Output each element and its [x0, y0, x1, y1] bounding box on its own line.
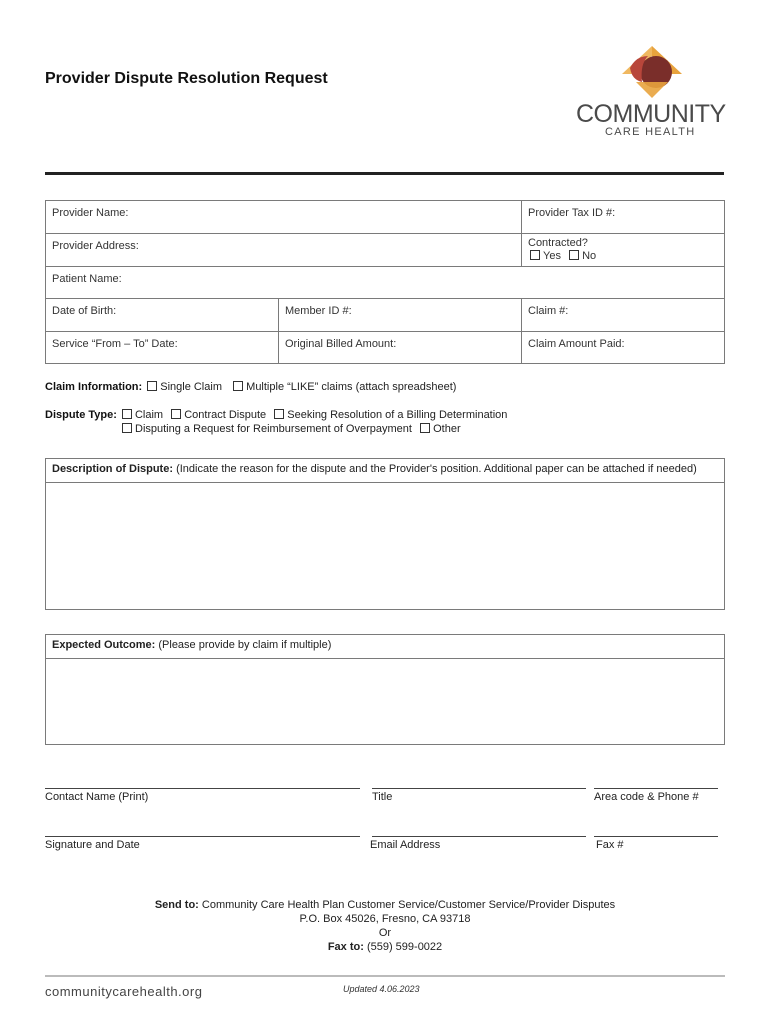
single-claim-label: Single Claim — [160, 381, 222, 393]
overpayment-checkbox[interactable] — [122, 423, 132, 433]
description-note: (Indicate the reason for the dispute and the Provider's position. Additional paper can be attached if needed) — [176, 463, 697, 475]
contact-name-line[interactable] — [45, 788, 360, 789]
single-claim-checkbox[interactable] — [147, 381, 157, 391]
outcome-textarea[interactable] — [46, 659, 724, 744]
dispute-claim-checkbox[interactable] — [122, 409, 132, 419]
logo-subtitle: CARE HEALTH — [605, 126, 696, 138]
patient-name-field[interactable] — [45, 266, 725, 299]
provider-address-field[interactable] — [45, 233, 522, 267]
phone-label: Area code & Phone # — [594, 791, 699, 803]
service-date-label: Service “From – To” Date: — [52, 338, 178, 350]
provider-name-field[interactable] — [45, 200, 522, 234]
claim-information-label: Claim Information: — [45, 381, 143, 393]
fax-line[interactable] — [594, 836, 718, 837]
provider-tax-id-field[interactable] — [521, 200, 725, 234]
service-date-field[interactable] — [45, 331, 279, 364]
outcome-label: Expected Outcome: — [52, 639, 156, 651]
send-to-block — [0, 898, 770, 954]
other-checkbox[interactable] — [420, 423, 430, 433]
contracted-label: Contracted? — [528, 237, 588, 249]
member-id-label: Member ID #: — [285, 305, 352, 317]
claim-information-row — [45, 381, 456, 393]
claim-number-field[interactable] — [521, 298, 725, 332]
dispute-type-row-2 — [120, 423, 461, 435]
fax-to-label: Fax to: — [327, 941, 364, 953]
community-care-health-logo — [574, 46, 729, 141]
outcome-header — [46, 635, 724, 659]
contract-dispute-checkbox[interactable] — [171, 409, 181, 419]
dispute-type-label: Dispute Type: — [45, 409, 117, 421]
email-line[interactable] — [372, 836, 586, 837]
contracted-yes-checkbox[interactable] — [530, 250, 540, 260]
logo-mark-icon — [622, 46, 682, 98]
date-of-birth-field[interactable] — [45, 298, 279, 332]
po-box: P.O. Box 45026, Fresno, CA 93718 — [299, 913, 471, 925]
original-billed-amount-field[interactable] — [278, 331, 522, 364]
send-or: Or — [378, 927, 392, 939]
signature-date-line[interactable] — [45, 836, 360, 837]
description-of-dispute-box — [45, 458, 725, 610]
overpayment-label: Disputing a Request for Reimbursement of Overpayment — [135, 423, 412, 435]
multiple-claims-checkbox[interactable] — [233, 381, 243, 391]
send-to-address: Community Care Health Plan Customer Service/Customer Service/Provider Disputes — [201, 899, 616, 911]
title-label: Title — [372, 791, 393, 803]
footer-url[interactable]: communitycarehealth.org — [45, 984, 203, 999]
member-id-field[interactable] — [278, 298, 522, 332]
page-title: Provider Dispute Resolution Request — [45, 70, 328, 87]
billing-determination-checkbox[interactable] — [274, 409, 284, 419]
logo-wordmark: COMMUNITY — [576, 100, 726, 128]
contracted-yes-label: Yes — [543, 250, 561, 262]
dispute-type-row — [45, 409, 507, 421]
fax-label: Fax # — [596, 839, 624, 851]
footer-divider — [45, 975, 725, 977]
patient-name-label: Patient Name: — [52, 273, 122, 285]
footer-updated: Updated 4.06.2023 — [343, 984, 420, 994]
title-line[interactable] — [372, 788, 586, 789]
header-divider — [45, 172, 724, 175]
send-to-label: Send to: — [154, 899, 199, 911]
provider-tax-id-label: Provider Tax ID #: — [528, 207, 616, 219]
contact-name-label: Contact Name (Print) — [45, 791, 149, 803]
email-label: Email Address — [370, 839, 441, 851]
claim-amount-paid-label: Claim Amount Paid: — [528, 338, 625, 350]
provider-name-label: Provider Name: — [52, 207, 129, 219]
billing-determination-label: Seeking Resolution of a Billing Determination — [287, 409, 508, 421]
signature-date-label: Signature and Date — [45, 839, 140, 851]
provider-address-label: Provider Address: — [52, 240, 139, 252]
date-of-birth-label: Date of Birth: — [52, 305, 117, 317]
contracted-no-checkbox[interactable] — [569, 250, 579, 260]
description-textarea[interactable] — [46, 483, 724, 609]
fax-to-number: (559) 599-0022 — [366, 941, 443, 953]
outcome-note: (Please provide by claim if multiple) — [158, 639, 332, 651]
contract-dispute-label: Contract Dispute — [184, 409, 267, 421]
phone-line[interactable] — [594, 788, 718, 789]
other-label: Other — [433, 423, 461, 435]
original-billed-amount-label: Original Billed Amount: — [285, 338, 397, 350]
description-header — [46, 459, 724, 483]
contracted-no-label: No — [582, 250, 597, 262]
expected-outcome-box — [45, 634, 725, 745]
multiple-claims-label: Multiple “LIKE” claims (attach spreadsheet) — [246, 381, 457, 393]
claim-number-label: Claim #: — [528, 305, 569, 317]
dispute-claim-label: Claim — [134, 409, 164, 421]
contracted-field — [521, 233, 725, 267]
description-label: Description of Dispute: — [52, 463, 174, 475]
claim-amount-paid-field[interactable] — [521, 331, 725, 364]
